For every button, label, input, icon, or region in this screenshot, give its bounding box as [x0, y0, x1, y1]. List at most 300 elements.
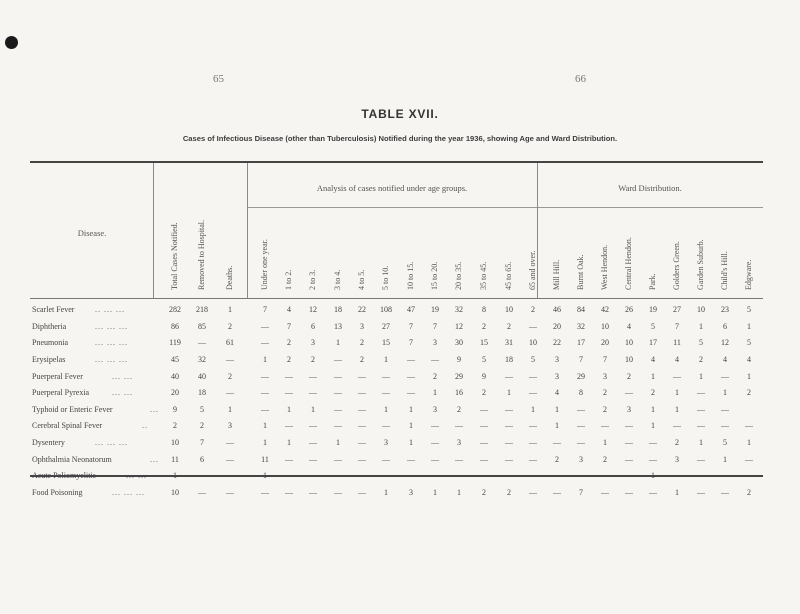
- table-cell: —: [285, 488, 293, 497]
- table-cell: 7: [433, 322, 437, 331]
- table-cell: —: [577, 421, 585, 430]
- table-cell: 1: [651, 372, 655, 381]
- table-cell: 1: [651, 405, 655, 414]
- table-cell: 1: [723, 455, 727, 464]
- table-cell: 10: [505, 305, 513, 314]
- table-cell: —: [577, 405, 585, 414]
- column-header-label: 45 to 65.: [504, 261, 513, 290]
- table-cell: 1: [747, 322, 751, 331]
- table-cell: —: [529, 322, 537, 331]
- table-cell: —: [455, 471, 463, 480]
- dot-leader: ... ...: [126, 471, 147, 480]
- column-header-label: 35 to 45.: [479, 261, 488, 290]
- column-header-label: Child's Hill.: [720, 251, 729, 290]
- table-cell: —: [198, 488, 206, 497]
- table-cell: 3: [384, 438, 388, 447]
- table-cell: 2: [360, 355, 364, 364]
- table-cell: 2: [482, 488, 486, 497]
- dot-leader: ...: [150, 455, 159, 464]
- table-cell: 3: [555, 355, 559, 364]
- table-cell: 1: [699, 372, 703, 381]
- table-cell: 3: [555, 372, 559, 381]
- dot-leader: ... ... ...: [112, 488, 145, 497]
- table-cell: 1: [228, 305, 232, 314]
- table-cell: —: [480, 455, 488, 464]
- table-cell: —: [697, 405, 705, 414]
- column-header: [429, 208, 441, 298]
- table-cell: 18: [334, 305, 342, 314]
- disease-name: Pneumonia: [32, 338, 68, 347]
- table-cell: —: [334, 471, 342, 480]
- table-cell: 18: [505, 355, 513, 364]
- table-cell: —: [529, 372, 537, 381]
- table-cell: 2: [482, 322, 486, 331]
- column-header-label: 20 to 35.: [454, 261, 463, 290]
- table-cell: 7: [263, 305, 267, 314]
- table-cell: —: [309, 438, 317, 447]
- table-cell: 20: [553, 322, 561, 331]
- table-cell: —: [625, 471, 633, 480]
- table-cell: —: [529, 388, 537, 397]
- table-cell: —: [745, 455, 753, 464]
- table-cell: 2: [482, 388, 486, 397]
- table-cell: 3: [675, 455, 679, 464]
- table-cell: 2: [699, 355, 703, 364]
- table-cell: 4: [651, 355, 655, 364]
- table-cell: —: [697, 421, 705, 430]
- column-header-label: Under one year.: [260, 239, 269, 290]
- table-cell: —: [261, 338, 269, 347]
- table-cell: 6: [200, 455, 204, 464]
- table-cell: 3: [360, 322, 364, 331]
- table-cell: 1: [433, 488, 437, 497]
- table-cell: —: [309, 372, 317, 381]
- table-cell: 1: [287, 438, 291, 447]
- table-cell: 61: [226, 338, 234, 347]
- disease-name: Acute Poliomyelitis: [32, 471, 96, 480]
- age-group-header: Analysis of cases notified under age groups.: [316, 183, 468, 193]
- table-cell: —: [358, 388, 366, 397]
- table-cell: 22: [358, 305, 366, 314]
- table-cell: 7: [603, 355, 607, 364]
- column-header-label: 3 to 4.: [333, 269, 342, 290]
- column-header: [623, 208, 635, 298]
- dot-leader: ...: [150, 405, 159, 414]
- table-cell: 1: [433, 388, 437, 397]
- table-cell: 3: [627, 405, 631, 414]
- table-cell: —: [673, 372, 681, 381]
- table-cell: 85: [198, 322, 206, 331]
- binding-hole-mark: [5, 36, 18, 49]
- column-header-label: 15 to 20.: [430, 261, 439, 290]
- table-cell: —: [455, 421, 463, 430]
- table-cell: 4: [747, 355, 751, 364]
- table-cell: —: [358, 372, 366, 381]
- column-header: [356, 208, 368, 298]
- table-cell: 1: [531, 405, 535, 414]
- table-cell: 2: [651, 388, 655, 397]
- table-cell: 10: [529, 338, 537, 347]
- table-cell: 4: [287, 305, 291, 314]
- table-cell: 20: [601, 338, 609, 347]
- column-header-label: 1 to 2.: [284, 269, 293, 290]
- table-cell: 11: [673, 338, 681, 347]
- table-cell: —: [407, 388, 415, 397]
- table-cell: —: [745, 421, 753, 430]
- divider-disease: [153, 163, 154, 298]
- table-cell: 1: [409, 405, 413, 414]
- table-cell: —: [431, 455, 439, 464]
- table-cell: —: [553, 438, 561, 447]
- table-cell: 3: [433, 338, 437, 347]
- table-cell: —: [334, 455, 342, 464]
- table-cell: 2: [457, 405, 461, 414]
- column-header: [453, 208, 465, 298]
- disease-name: Typhoid or Enteric Fever: [32, 405, 113, 414]
- table-cell: 13: [334, 322, 342, 331]
- table-cell: 1: [651, 421, 655, 430]
- table-cell: 6: [723, 322, 727, 331]
- table-cell: 45: [171, 355, 179, 364]
- table-cell: —: [261, 488, 269, 497]
- table-cell: 12: [455, 322, 463, 331]
- disease-name: Puerperal Fever: [32, 372, 83, 381]
- table-cell: 19: [649, 305, 657, 314]
- table-cell: —: [505, 438, 513, 447]
- table-cell: —: [625, 421, 633, 430]
- table-cell: 42: [601, 305, 609, 314]
- table-cell: 7: [409, 338, 413, 347]
- ward-group-header: Ward Distribution.: [618, 183, 682, 193]
- table-cell: 47: [407, 305, 415, 314]
- column-header: [405, 208, 417, 298]
- table-cell: 7: [200, 438, 204, 447]
- table-cell: 1: [384, 488, 388, 497]
- table-cell: 5: [651, 322, 655, 331]
- table-cell: —: [198, 338, 206, 347]
- column-header: [599, 208, 611, 298]
- table-cell: —: [198, 471, 206, 480]
- table-cell: —: [431, 355, 439, 364]
- table-cell: —: [226, 355, 234, 364]
- table-cell: 2: [287, 355, 291, 364]
- table-cell: 1: [457, 488, 461, 497]
- table-cell: —: [505, 421, 513, 430]
- table-cell: —: [309, 455, 317, 464]
- table-cell: —: [721, 372, 729, 381]
- table-cell: —: [309, 471, 317, 480]
- table-cell: 7: [287, 322, 291, 331]
- table-cell: 11: [261, 455, 269, 464]
- table-cell: 10: [625, 338, 633, 347]
- table-cell: —: [625, 488, 633, 497]
- table-cell: 17: [577, 338, 585, 347]
- table-cell: 32: [198, 355, 206, 364]
- table-cell: —: [577, 471, 585, 480]
- table-cell: 2: [555, 455, 559, 464]
- table-cell: 2: [603, 405, 607, 414]
- table-cell: 12: [721, 338, 729, 347]
- table-cell: 1: [287, 405, 291, 414]
- table-cell: —: [455, 455, 463, 464]
- table-cell: 218: [196, 305, 208, 314]
- dot-leader: ... ... ...: [95, 338, 128, 347]
- table-cell: 8: [579, 388, 583, 397]
- table-cell: 1: [263, 471, 267, 480]
- table-cell: —: [505, 372, 513, 381]
- table-cell: 7: [675, 322, 679, 331]
- table-cell: 1: [263, 355, 267, 364]
- table-cell: 7: [579, 355, 583, 364]
- table-cell: 3: [409, 488, 413, 497]
- table-cell: 40: [171, 372, 179, 381]
- table-cell: —: [601, 488, 609, 497]
- table-cell: 10: [625, 355, 633, 364]
- table-cell: —: [334, 388, 342, 397]
- table-cell: 3: [311, 338, 315, 347]
- table-cell: —: [529, 421, 537, 430]
- table-cell: 1: [699, 438, 703, 447]
- table-cell: 22: [553, 338, 561, 347]
- table-cell: —: [577, 438, 585, 447]
- table-cell: 9: [482, 372, 486, 381]
- table-cell: —: [601, 421, 609, 430]
- column-header: [551, 208, 563, 298]
- column-header-label: Removed to Hospital.: [197, 220, 206, 290]
- table-cell: —: [625, 438, 633, 447]
- table-cell: 29: [577, 372, 585, 381]
- table-cell: 2: [433, 372, 437, 381]
- column-header-label: Central Hendon.: [624, 237, 633, 290]
- table-cell: 4: [627, 322, 631, 331]
- column-header-label: 2 to 3.: [308, 269, 317, 290]
- table-cell: 2: [173, 421, 177, 430]
- table-cell: 7: [579, 488, 583, 497]
- table-cell: —: [382, 471, 390, 480]
- table-cell: 2: [675, 438, 679, 447]
- page-number-right: 66: [575, 73, 586, 85]
- dot-leader: ... ... ...: [95, 438, 128, 447]
- table-cell: 2: [311, 355, 315, 364]
- table-cell: —: [505, 471, 513, 480]
- page-number-left: 65: [213, 73, 224, 85]
- disease-name: Scarlet Fever: [32, 305, 75, 314]
- column-header-label: Edgware.: [744, 259, 753, 290]
- table-cell: 31: [505, 338, 513, 347]
- column-header: [719, 208, 731, 298]
- column-header-label: Golders Green.: [672, 241, 681, 290]
- table-cell: —: [285, 421, 293, 430]
- table-cell: 5: [200, 405, 204, 414]
- table-cell: 108: [380, 305, 392, 314]
- table-cell: —: [226, 388, 234, 397]
- dot-leader: ..: [142, 421, 148, 430]
- table-cell: —: [226, 471, 234, 480]
- table-cell: 9: [457, 355, 461, 364]
- table-cell: 3: [457, 438, 461, 447]
- table-cell: —: [261, 372, 269, 381]
- table-cell: —: [358, 405, 366, 414]
- table-cell: —: [431, 421, 439, 430]
- table-cell: 86: [171, 322, 179, 331]
- table-cell: —: [745, 471, 753, 480]
- table-cell: —: [697, 388, 705, 397]
- table-cell: —: [334, 421, 342, 430]
- table-cell: —: [261, 388, 269, 397]
- dot-leader: .. ... ...: [95, 305, 125, 314]
- table-cell: 2: [507, 488, 511, 497]
- table-cell: —: [480, 405, 488, 414]
- table-cell: —: [601, 471, 609, 480]
- column-header: [283, 208, 295, 298]
- column-header: [332, 208, 344, 298]
- column-header-label: West Hendon.: [600, 244, 609, 290]
- table-cell: 1: [675, 488, 679, 497]
- table-cell: —: [334, 405, 342, 414]
- table-cell: —: [553, 471, 561, 480]
- table-cell: —: [480, 421, 488, 430]
- table-cell: —: [358, 455, 366, 464]
- column-header: [380, 208, 392, 298]
- table-cell: 32: [455, 305, 463, 314]
- table-cell: 29: [455, 372, 463, 381]
- table-cell: —: [721, 488, 729, 497]
- table-cell: 4: [675, 355, 679, 364]
- table-cell: —: [407, 455, 415, 464]
- table-cell: 12: [309, 305, 317, 314]
- table-cell: —: [261, 405, 269, 414]
- table-cell: 5: [482, 355, 486, 364]
- column-header-label: Garden Suburb.: [696, 239, 705, 290]
- column-header-label: 65 and over.: [528, 250, 537, 290]
- table-cell: —: [529, 455, 537, 464]
- column-header: [224, 208, 236, 298]
- table-cell: —: [697, 455, 705, 464]
- table-cell: 2: [747, 488, 751, 497]
- table-cell: 27: [382, 322, 390, 331]
- disease-name: Food Poisoning: [32, 488, 83, 497]
- table-cell: —: [721, 405, 729, 414]
- table-cell: —: [625, 388, 633, 397]
- table-cell: 84: [577, 305, 585, 314]
- table-cell: 1: [384, 405, 388, 414]
- table-cell: —: [407, 372, 415, 381]
- table-cell: 2: [287, 338, 291, 347]
- table-cell: 10: [697, 305, 705, 314]
- table-cell: 5: [699, 338, 703, 347]
- table-top-rule: [30, 161, 763, 163]
- table-cell: 7: [409, 322, 413, 331]
- table-cell: —: [553, 488, 561, 497]
- table-cell: —: [285, 455, 293, 464]
- table-cell: —: [673, 471, 681, 480]
- table-cell: —: [529, 471, 537, 480]
- table-cell: 5: [531, 355, 535, 364]
- table-cell: 46: [553, 305, 561, 314]
- table-cell: 6: [311, 322, 315, 331]
- table-cell: 9: [173, 405, 177, 414]
- column-header-label: 4 to 5.: [357, 269, 366, 290]
- table-cell: 16: [455, 388, 463, 397]
- table-cell: —: [358, 471, 366, 480]
- table-cell: —: [505, 455, 513, 464]
- table-cell: 2: [603, 388, 607, 397]
- table-cell: 1: [747, 438, 751, 447]
- table-cell: 15: [480, 338, 488, 347]
- table-cell: —: [649, 455, 657, 464]
- column-header: [527, 208, 539, 298]
- dot-leader: ... ... ...: [95, 322, 128, 331]
- table-cell: 1: [675, 405, 679, 414]
- table-cell: 3: [579, 455, 583, 464]
- table-cell: —: [285, 471, 293, 480]
- table-cell: —: [649, 488, 657, 497]
- table-cell: 19: [431, 305, 439, 314]
- table-cell: 119: [169, 338, 181, 347]
- table-cell: 1: [675, 388, 679, 397]
- table-cell: 40: [198, 372, 206, 381]
- header-bottom-rule: [30, 298, 763, 299]
- table-cell: —: [285, 372, 293, 381]
- column-header-label: Mill Hill.: [552, 259, 561, 290]
- table-cell: 15: [382, 338, 390, 347]
- table-cell: —: [334, 372, 342, 381]
- column-header: [478, 208, 490, 298]
- table-cell: —: [358, 488, 366, 497]
- table-title: TABLE XVII.: [361, 107, 439, 121]
- table-cell: —: [382, 388, 390, 397]
- table-cell: 18: [198, 388, 206, 397]
- table-cell: 2: [507, 322, 511, 331]
- table-cell: —: [285, 388, 293, 397]
- table-cell: 10: [171, 438, 179, 447]
- dot-leader: ... ...: [112, 388, 133, 397]
- table-cell: 2: [603, 455, 607, 464]
- table-cell: —: [226, 488, 234, 497]
- column-header-label: Total Cases Notified.: [170, 222, 179, 290]
- table-cell: —: [309, 488, 317, 497]
- table-cell: 1: [336, 438, 340, 447]
- table-cell: 26: [625, 305, 633, 314]
- table-cell: —: [407, 471, 415, 480]
- column-header: [307, 208, 319, 298]
- table-cell: 4: [555, 388, 559, 397]
- table-cell: —: [226, 438, 234, 447]
- table-cell: 2: [200, 421, 204, 430]
- table-cell: 2: [228, 322, 232, 331]
- table-cell: —: [721, 471, 729, 480]
- table-cell: 1: [409, 438, 413, 447]
- table-cell: 5: [747, 305, 751, 314]
- disease-name: Ophthalmia Neonatorum: [32, 455, 112, 464]
- table-cell: —: [673, 421, 681, 430]
- dot-leader: ... ...: [112, 372, 133, 381]
- table-cell: 1: [723, 388, 727, 397]
- table-cell: 1: [507, 388, 511, 397]
- table-cell: —: [697, 488, 705, 497]
- table-cell: 5: [723, 438, 727, 447]
- column-header-label: Deaths.: [225, 265, 234, 290]
- column-header-label: 10 to 15.: [406, 261, 415, 290]
- table-cell: 1: [409, 421, 413, 430]
- table-cell: —: [382, 372, 390, 381]
- column-header: [169, 208, 181, 298]
- dot-leader: ... ... ...: [95, 355, 128, 364]
- disease-name: Diphtheria: [32, 322, 67, 331]
- table-cell: —: [226, 455, 234, 464]
- column-header: [647, 208, 659, 298]
- table-cell: 10: [171, 488, 179, 497]
